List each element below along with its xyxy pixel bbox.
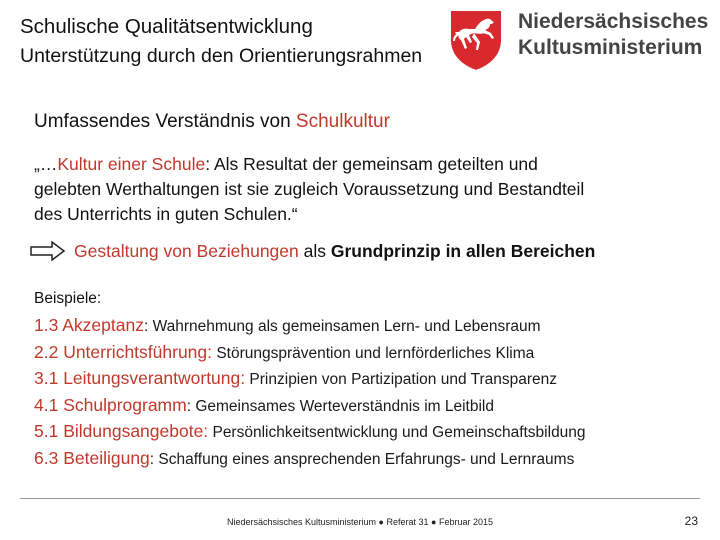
ministry-name: [518, 9, 708, 61]
footer-department: Referat 31: [386, 517, 429, 527]
heading-prefix: Umfassendes Verständnis von: [34, 111, 296, 132]
example-code: 1.3 Akzeptanz: [34, 315, 144, 335]
footer-separator: ●: [431, 517, 437, 527]
right-arrow-outline-icon: [30, 241, 66, 261]
list-item: [34, 365, 586, 392]
principle-line: [30, 238, 595, 264]
quote-line-3: des Unterrichts in guten Schulen.“: [34, 204, 298, 224]
example-code: 5.1 Bildungsangebote:: [34, 421, 209, 441]
lower-saxony-horse-crest-icon: [442, 6, 510, 74]
footer-org: Niedersächsisches Kultusministerium: [226, 517, 377, 527]
quote-line-1-rest: : Als Resultat der gemeinsam geteilten und: [205, 154, 538, 174]
example-code: 3.1 Leitungsverantwortung:: [34, 368, 246, 388]
quote-accent: Kultur einer Schule: [57, 154, 206, 174]
footer-divider: [20, 498, 700, 499]
list-item: [34, 445, 586, 472]
example-desc: : Gemeinsames Werteverständnis im Leitbild: [186, 397, 494, 415]
page-number: 23: [684, 514, 698, 528]
principle-middle: als: [298, 240, 331, 261]
examples-label: Beispiele:: [34, 290, 102, 307]
list-item: [34, 339, 586, 366]
footer-date: Februar 2015: [438, 517, 494, 527]
example-desc: Störungsprävention und lernförderliches Klima: [212, 344, 535, 362]
footer-text: [0, 516, 720, 528]
list-item: [34, 312, 586, 339]
example-desc: : Wahrnehmung als gemeinsamen Lern- und Lebensraum: [143, 318, 541, 335]
example-code: 4.1 Schulprogramm: [34, 394, 187, 415]
example-desc: Prinzipien von Partizipation und Transparenz: [245, 371, 558, 388]
header-title: Schulische Qualitätsentwicklung: [20, 15, 313, 38]
heading-accent: Schulkultur: [295, 111, 390, 132]
example-code: 2.2 Unterrichtsführung:: [34, 341, 213, 362]
quote-line-1: [34, 152, 694, 177]
section-heading: [34, 110, 390, 134]
footer-separator: ●: [378, 517, 384, 527]
quote-open: „…: [34, 154, 58, 174]
example-desc: : Schaffung eines ansprechenden Erfahrungs- und Lernraums: [149, 450, 575, 468]
ministry-name-line1: Niedersächsisches: [518, 10, 709, 33]
example-desc: Persönlichkeitsentwicklung und Gemeinschaftsbildung: [208, 424, 586, 441]
list-item: [34, 418, 586, 445]
quote-line-2: gelebten Werthaltungen ist sie zugleich Voraussetzung und Bestandteil: [34, 179, 585, 199]
header-subtitle: Unterstützung durch den Orientierungsrahmen: [20, 45, 423, 67]
ministry-name-line2: Kultusministerium: [518, 36, 703, 59]
principle-accent: Gestaltung von Beziehungen: [74, 240, 299, 261]
example-code: 6.3 Beteiligung: [34, 447, 150, 468]
list-item: [34, 392, 586, 419]
schulkultur-quote: [34, 152, 694, 227]
examples-list: [34, 312, 586, 471]
principle-bold: Grundprinzip in allen Bereichen: [330, 240, 596, 261]
